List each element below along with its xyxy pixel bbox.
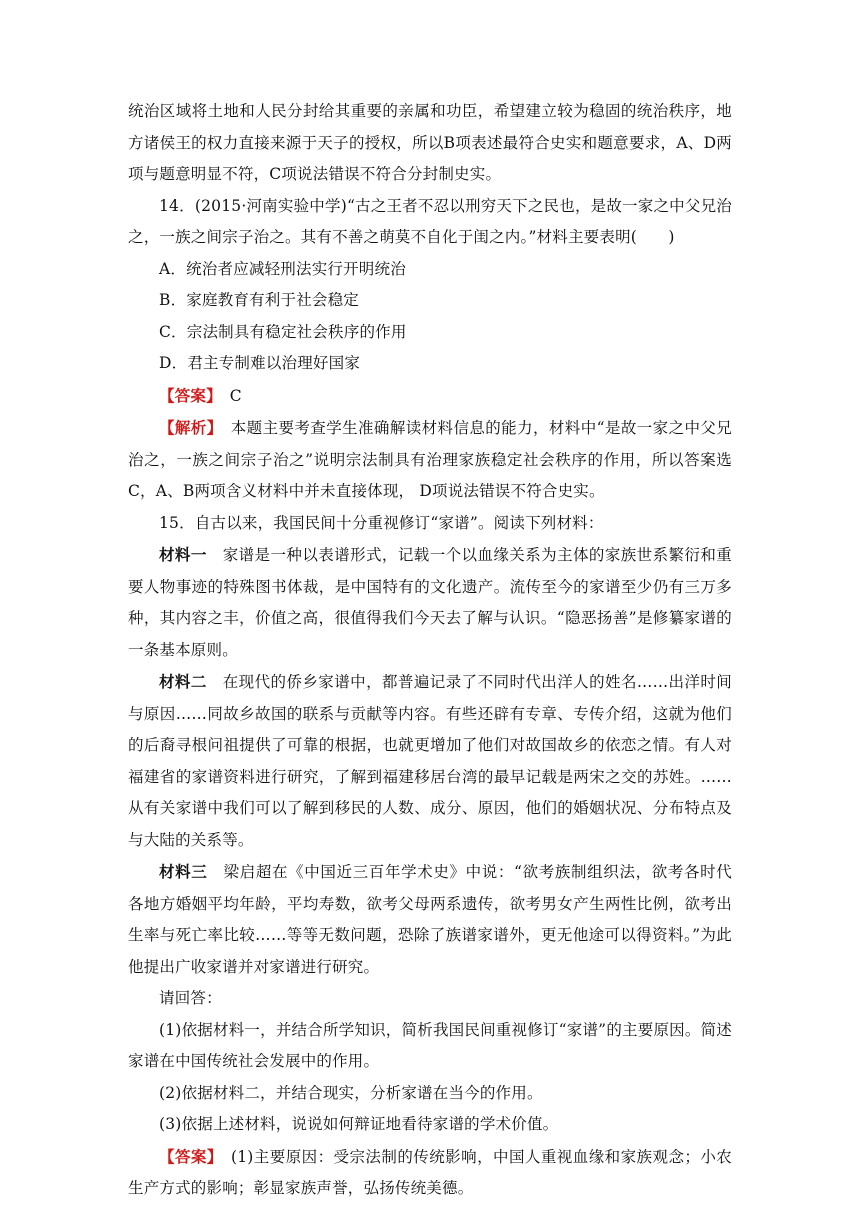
previous-analysis-continuation: 统治区域将土地和人民分封给其重要的亲属和功臣，希望建立较为稳固的统治秩序，地方诸侯王的权力直接来源于天子的授权，所以B项表述最符合史实和题意要求，A、D两项与题意明显不符，C项说法错误不符合分封制史实。 bbox=[128, 102, 732, 183]
answer-tag: 【答案】 bbox=[159, 1146, 216, 1166]
question-14-stem: 14．(2015·河南实验中学)“古之王者不忍以刑穷天下之民也，是故一家之中父兄治之，一族之间宗子治之。其有不善之萌莫不自化于闺之内。”材料主要表明( ) bbox=[128, 196, 732, 246]
material-three-text: 梁启超在《中国近三百年学术史》中说：“欲考族制组织法，欲考各时代各地方婚姻平均年龄，平均寿数，欲考父母两系遗传，欲考男女产生两性比例，欲考出生率与死亡率比较……等等无数问题，恐除了族谱家谱外，更无他途可以得资料。”为此他提出广收家谱并对家谱进行研究。 bbox=[128, 863, 732, 976]
material-one-label: 材料一 bbox=[159, 545, 207, 564]
material-two bbox=[128, 666, 732, 856]
analysis-tag: 【解析】 bbox=[159, 418, 215, 437]
material-three bbox=[128, 856, 732, 983]
analysis-text: 本题主要考查学生准确解读材料信息的能力，材料中“是故一家之中父兄治之，一族之间宗子治之”说明宗法制具有治理家族稳定社会秩序的作用，所以答案选C，A、B两项含义材料中并未直接体现， D项说法错误不符合史实。 bbox=[128, 419, 732, 500]
question-15-sub-2: (2)依据材料二，并结合现实，分析家谱在当今的作用。 bbox=[159, 1083, 543, 1102]
material-one bbox=[128, 539, 732, 666]
question-14-answer bbox=[128, 380, 732, 413]
question-14-option-c: C．宗法制具有稳定社会秩序的作用 bbox=[159, 322, 407, 341]
material-two-label: 材料二 bbox=[159, 672, 207, 691]
question-15-answer bbox=[128, 1141, 732, 1205]
question-15-prompt: 请回答： bbox=[159, 989, 222, 1007]
material-two-text: 在现代的侨乡家谱中，都普遍记录了不同时代出洋人的姓名……出洋时间与原因……同故乡故国的联系与贡献等内容。有些还辟有专章、专传介绍，这就为他们的后裔寻根问祖提供了可靠的根据，也就更增加了他们对故国故乡的依恋之情。有人对福建省的家谱资料进行研究，了解到福建移居台湾的最早记载是两宋之交的苏姓。……从有关家谱中我们可以了解到移民的人数、成分、原因，他们的婚姻状况、分布特点及与大陆的关系等。 bbox=[128, 673, 732, 849]
answer-text: (1)主要原因：受宗法制的传统影响，中国人重视血缘和家族观念；小农生产方式的影响；彰显家族声誉，弘扬传统美德。 bbox=[128, 1147, 732, 1197]
answer-tag: 【答案】 bbox=[159, 385, 215, 405]
question-14-option-a: A．统治者应减轻刑法实行开明统治 bbox=[159, 259, 406, 278]
question-15-stem: 15．自古以来，我国民间十分重视修订“家谱”。阅读下列材料： bbox=[159, 513, 604, 532]
material-one-text: 家谱是一种以表谱形式，记载一个以血缘关系为主体的家族世系繁衍和重要人物事迹的特殊图书体裁，是中国特有的文化遗产。流传至今的家谱至少仍有三万多种，其内容之丰，价值之高，很值得我们今天去了解与认识。“隐恶扬善”是修纂家谱的一条基本原则。 bbox=[128, 546, 732, 659]
question-14-analysis bbox=[128, 412, 732, 508]
question-15-sub-3: (3)依据上述材料，说说如何辩证地看待家谱的学术价值。 bbox=[159, 1115, 559, 1133]
question-14-option-b: B．家庭教育有利于社会稳定 bbox=[159, 291, 359, 309]
answer-value: C bbox=[214, 386, 242, 405]
material-three-label: 材料三 bbox=[159, 862, 208, 881]
question-14-option-d: D．君主专制难以治理好国家 bbox=[159, 354, 361, 372]
question-15-sub-1: (1)依据材料一，并结合所学知识，简析我国民间重视修订“家谱”的主要原因。简述家谱在中国传统社会发展中的作用。 bbox=[128, 1020, 732, 1070]
